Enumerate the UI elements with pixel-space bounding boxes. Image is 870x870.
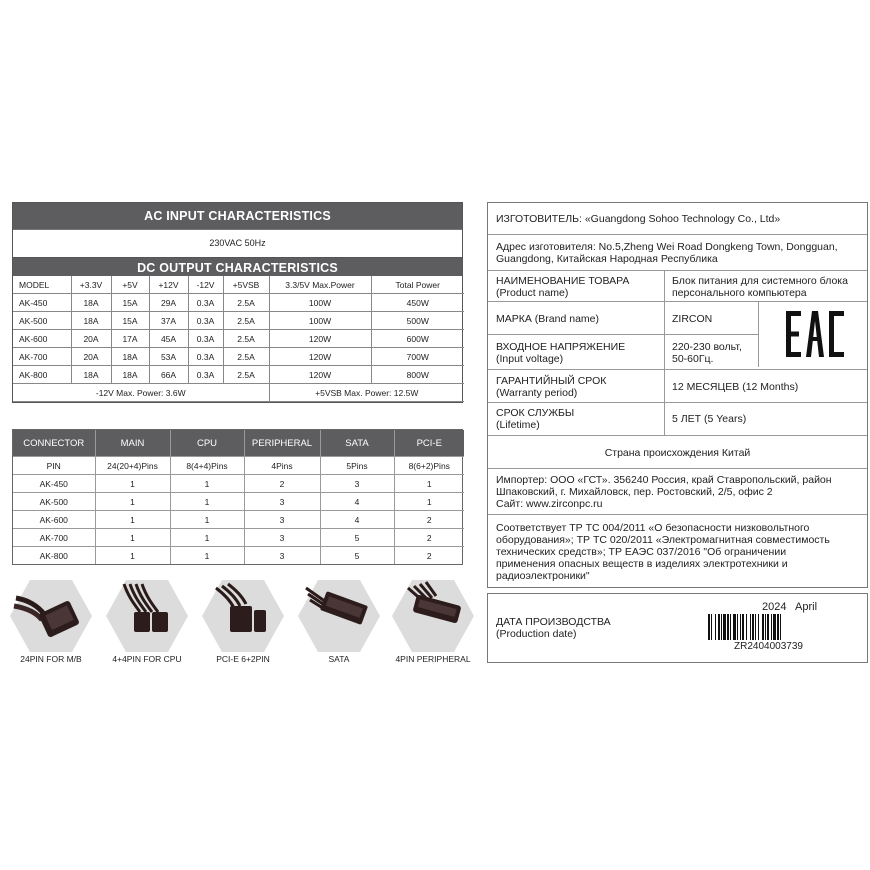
dc-cell: AK-600: [13, 330, 71, 348]
dc-cell: 450W: [371, 294, 464, 312]
dc-cell: 29A: [149, 294, 188, 312]
connector-header-cell: PCI-E: [394, 430, 464, 457]
dc-cell: 0.3A: [188, 330, 223, 348]
dc-cell: 15A: [111, 294, 149, 312]
connector-cell: 1: [394, 493, 464, 511]
dc-cell: 18A: [71, 312, 111, 330]
column-divider: [664, 335, 665, 369]
dc-footer-right: +5VSB Max. Power: 12.5W: [269, 384, 464, 402]
brand-label: МАРКА (Brand name): [496, 313, 599, 325]
dc-cell: AK-450: [13, 294, 71, 312]
pcie-connector-icon: [200, 578, 286, 654]
connector-caption: PCI-E 6+2PIN: [216, 654, 270, 664]
dc-cell: 120W: [269, 366, 371, 384]
connector-cell: 2: [394, 529, 464, 547]
compliance-line-1: Соответствует ТР ТС 004/2011 «О безопасности низковольтного: [496, 522, 810, 534]
connector-cell: 5: [320, 547, 394, 565]
column-divider: [664, 370, 665, 402]
voltage-value-2: 50-60Гц.: [672, 353, 714, 365]
table-row: [13, 366, 464, 384]
connector-table: [12, 429, 463, 565]
production-date: 2024 April: [762, 601, 818, 613]
lifetime-value: 5 ЛЕТ (5 Years): [672, 413, 747, 425]
connector-cell: 4: [320, 511, 394, 529]
dc-header-cell: +5V: [111, 276, 149, 294]
dc-cell: 100W: [269, 312, 371, 330]
dc-cell: 18A: [111, 366, 149, 384]
ac-input-value: 230VAC 50Hz: [13, 229, 462, 257]
pin-cell: 4Pins: [244, 457, 320, 475]
connector-cell: 1: [394, 475, 464, 493]
warranty-label-ru: ГАРАНТИЙНЫЙ СРОК: [496, 375, 607, 387]
product-name-value-2: персонального компьютера: [672, 287, 807, 299]
connector-header-row: [13, 430, 464, 457]
connector-caption: 4PIN PERIPHERAL: [395, 654, 471, 664]
dc-cell: 2.5A: [223, 330, 269, 348]
column-divider: [664, 403, 665, 435]
cpu-4plus4-connector-icon: [104, 578, 190, 654]
connector-cell: 1: [170, 511, 244, 529]
dc-cell: 2.5A: [223, 348, 269, 366]
connector-caption: SATA: [328, 654, 350, 664]
connector-header-cell: CPU: [170, 430, 244, 457]
connector-cell: 3: [244, 493, 320, 511]
connector-cell: 1: [95, 493, 170, 511]
connector-cell: 3: [244, 511, 320, 529]
table-row: [13, 348, 464, 366]
dc-cell: 120W: [269, 348, 371, 366]
dc-header-cell: 3.3/5V Max.Power: [269, 276, 371, 294]
dc-header-cell: MODEL: [13, 276, 71, 294]
connector-cell: 5: [320, 529, 394, 547]
production-label-en: (Production date): [496, 628, 577, 640]
dc-header-cell: +5VSB: [223, 276, 269, 294]
connector-caption: 4+4PIN FOR CPU: [112, 654, 182, 664]
pin-row: [13, 457, 464, 475]
warranty-row: [488, 369, 867, 403]
pin-cell: 24(20+4)Pins: [95, 457, 170, 475]
pin-cell: 8(6+2)Pins: [394, 457, 464, 475]
table-row: [13, 511, 464, 529]
dc-cell: AK-500: [13, 312, 71, 330]
connector-image-24pin: [8, 578, 94, 673]
dc-cell: AK-700: [13, 348, 71, 366]
dc-header-row: [13, 276, 464, 294]
pin-cell: 5Pins: [320, 457, 394, 475]
lifetime-label-ru: СРОК СЛУЖБЫ: [496, 407, 575, 419]
table-row: [13, 493, 464, 511]
dc-cell: 2.5A: [223, 312, 269, 330]
column-divider: [664, 271, 665, 301]
importer-line-2: Шпаковский, г. Михайловск, пер. Ростовский, 2/5, офис 2: [496, 486, 773, 498]
dc-output-title: DC OUTPUT CHARACTERISTICS: [13, 257, 462, 276]
compliance-line-5: радиоэлектроники": [496, 570, 590, 582]
dc-cell: 15A: [111, 312, 149, 330]
dc-header-cell: +12V: [149, 276, 188, 294]
production-label-ru: ДАТА ПРОИЗВОДСТВА: [496, 616, 611, 628]
importer-row: [488, 469, 867, 515]
connector-cell: 3: [244, 529, 320, 547]
dc-cell: 66A: [149, 366, 188, 384]
connector-image-sata: [296, 578, 382, 673]
dc-cell: 18A: [71, 366, 111, 384]
compliance-line-3: технических средств»; ТР ЕАЭС 037/2016 "Об ограничении: [496, 546, 787, 558]
dc-footer-row: [13, 384, 464, 402]
product-name-row: [488, 271, 867, 302]
connector-caption: 24PIN FOR M/B: [20, 654, 82, 664]
ac-input-title: AC INPUT CHARACTERISTICS: [13, 203, 462, 229]
connector-cell: 1: [95, 511, 170, 529]
connector-cell: 3: [320, 475, 394, 493]
dc-cell: 800W: [371, 366, 464, 384]
column-divider: [664, 302, 665, 334]
product-name-label-en: (Product name): [496, 287, 569, 299]
connector-header-cell: PERIPHERAL: [244, 430, 320, 457]
table-row: [13, 529, 464, 547]
dc-cell: 20A: [71, 330, 111, 348]
dc-header-cell: +3.3V: [71, 276, 111, 294]
dc-cell: 18A: [71, 294, 111, 312]
product-name-value-1: Блок питания для системного блока: [672, 275, 848, 287]
connector-images: [8, 578, 472, 673]
connector-cell: AK-450: [13, 475, 95, 493]
connector-grid: [13, 430, 464, 564]
connector-header-cell: MAIN: [95, 430, 170, 457]
connector-cell: 1: [170, 493, 244, 511]
connector-cell: 3: [244, 547, 320, 565]
connector-cell: 4: [320, 493, 394, 511]
importer-site: Сайт: www.zirconpc.ru: [496, 498, 603, 510]
connector-cell: 2: [394, 547, 464, 565]
address-line-2: Guangdong, Китайская Народная Республика: [496, 253, 718, 265]
brand-row: [488, 302, 758, 335]
dc-cell: 20A: [71, 348, 111, 366]
dc-header-cell: Total Power: [371, 276, 464, 294]
dc-cell: 0.3A: [188, 366, 223, 384]
dc-cell: 53A: [149, 348, 188, 366]
compliance-row: [488, 515, 867, 587]
dc-cell: 0.3A: [188, 312, 223, 330]
barcode-number: ZR2404003739: [734, 641, 803, 652]
dc-output-table: [13, 276, 464, 402]
connector-cell: AK-600: [13, 511, 95, 529]
table-row: [13, 547, 464, 565]
compliance-line-4: применения опасных веществ в изделиях электротехники и: [496, 558, 788, 570]
voltage-row: [488, 335, 758, 369]
connector-cell: 1: [170, 547, 244, 565]
voltage-value-1: 220-230 вольт,: [672, 341, 742, 353]
24pin-connector-icon: [8, 578, 94, 654]
connector-cell: 2: [394, 511, 464, 529]
connector-cell: 1: [95, 475, 170, 493]
table-row: [13, 475, 464, 493]
origin-row: [488, 436, 867, 469]
table-row: [13, 312, 464, 330]
connector-cell: 2: [244, 475, 320, 493]
warranty-label-en: (Warranty period): [496, 387, 578, 399]
table-row: [13, 330, 464, 348]
manufacturer-text: ИЗГОТОВИТЕЛЬ: «Guangdong Sohoo Technology Co., Ltd»: [496, 213, 781, 225]
dc-cell: 18A: [111, 348, 149, 366]
dc-cell: 100W: [269, 294, 371, 312]
connector-image-molex: [390, 578, 476, 673]
connector-cell: 1: [170, 529, 244, 547]
product-info-panel: [487, 202, 868, 588]
pin-cell: 8(4+4)Pins: [170, 457, 244, 475]
dc-cell: 45A: [149, 330, 188, 348]
connector-image-pcie: [200, 578, 286, 673]
connector-header-cell: SATA: [320, 430, 394, 457]
dc-cell: 17A: [111, 330, 149, 348]
product-name-label-ru: НАИМЕНОВАНИЕ ТОВАРА: [496, 275, 630, 287]
origin-text: Страна происхождения Китай: [604, 447, 751, 459]
barcode-icon: [708, 614, 828, 640]
connector-cell: AK-500: [13, 493, 95, 511]
dc-cell: 700W: [371, 348, 464, 366]
dc-cell: 0.3A: [188, 348, 223, 366]
connector-header-cell: CONNECTOR: [13, 430, 95, 457]
connector-cell: 1: [170, 475, 244, 493]
dc-cell: 2.5A: [223, 294, 269, 312]
lifetime-label-en: (Lifetime): [496, 419, 540, 431]
manufacturer-row: [488, 203, 867, 235]
connector-cell: AK-700: [13, 529, 95, 547]
voltage-label-ru: ВХОДНОЕ НАПРЯЖЕНИЕ: [496, 341, 626, 353]
warranty-value: 12 МЕСЯЦЕВ (12 Months): [672, 381, 799, 393]
dc-header-cell: -12V: [188, 276, 223, 294]
dc-cell: 37A: [149, 312, 188, 330]
connector-cell: 1: [95, 547, 170, 565]
acdc-characteristics-table: [12, 202, 463, 403]
dc-cell: 500W: [371, 312, 464, 330]
address-line-1: Адрес изготовителя: No.5,Zheng Wei Road Dongkeng Town, Dongguan,: [496, 241, 838, 253]
lifetime-row: [488, 403, 867, 436]
dc-footer-left: -12V Max. Power: 3.6W: [13, 384, 269, 402]
dc-cell: 2.5A: [223, 366, 269, 384]
compliance-line-2: оборудования»; ТР ТС 020/2011 «Электромагнитная совместимость: [496, 534, 830, 546]
connector-cell: AK-800: [13, 547, 95, 565]
table-row: [13, 294, 464, 312]
dc-cell: 600W: [371, 330, 464, 348]
brand-value: ZIRCON: [672, 313, 713, 325]
address-row: [488, 235, 867, 271]
production-date-panel: [487, 593, 868, 663]
eac-mark: [758, 301, 869, 367]
sata-connector-icon: [296, 578, 382, 654]
dc-cell: 120W: [269, 330, 371, 348]
dc-cell: 0.3A: [188, 294, 223, 312]
connector-cell: 1: [95, 529, 170, 547]
voltage-label-en: (Input voltage): [496, 353, 564, 365]
dc-cell: AK-800: [13, 366, 71, 384]
pin-cell: PIN: [13, 457, 95, 475]
connector-image-cpu: [104, 578, 190, 673]
eac-logo-icon: [759, 301, 869, 367]
molex-connector-icon: [390, 578, 476, 654]
importer-line-1: Импортер: ООО «ГСТ». 356240 Россия, край Ставропольский, район: [496, 474, 832, 486]
